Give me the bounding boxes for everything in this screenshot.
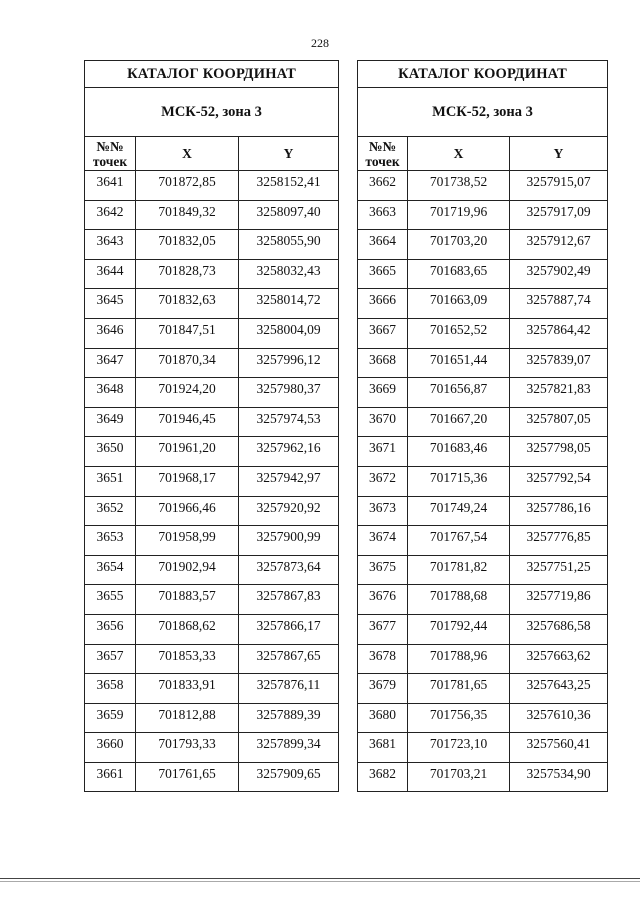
x-coordinate-cell: 701738,52 [408,171,510,201]
table-row [85,437,339,467]
point-number-cell: 3653 [85,526,136,556]
x-coordinate-cell: 701652,52 [408,318,510,348]
x-coordinate-cell: 701703,21 [408,762,510,792]
x-coordinate-cell: 701847,51 [136,318,239,348]
x-coordinate-cell: 701703,20 [408,230,510,260]
point-number-cell: 3649 [85,407,136,437]
table-row [85,614,339,644]
y-coordinate-cell: 3257807,05 [510,407,608,437]
point-number-cell: 3661 [85,762,136,792]
table-row [85,555,339,585]
table-row [358,407,608,437]
table-row [358,762,608,792]
x-coordinate-cell: 701667,20 [408,407,510,437]
y-coordinate-cell: 3257920,92 [239,496,339,526]
catalog-subtitle: МСК-52, зона 3 [85,88,339,137]
point-number-cell: 3642 [85,200,136,230]
table-body-right [358,171,608,792]
point-number-cell: 3659 [85,703,136,733]
footer-rule [0,878,640,879]
table-row [358,348,608,378]
x-coordinate-cell: 701961,20 [136,437,239,467]
point-number-cell: 3660 [85,733,136,763]
table-row [85,466,339,496]
point-number-cell: 3664 [358,230,408,260]
table-row [358,644,608,674]
x-coordinate-cell: 701792,44 [408,614,510,644]
point-number-cell: 3654 [85,555,136,585]
x-coordinate-cell: 701767,54 [408,526,510,556]
page-number: 228 [311,36,329,50]
y-coordinate-cell: 3257866,17 [239,614,339,644]
point-number-cell: 3643 [85,230,136,260]
y-coordinate-cell: 3258152,41 [239,171,339,201]
table-row [358,496,608,526]
table-row [85,378,339,408]
table-row [358,585,608,615]
y-coordinate-cell: 3257663,62 [510,644,608,674]
x-coordinate-cell: 701849,32 [136,200,239,230]
column-header-y: Y [239,137,339,171]
y-coordinate-cell: 3257917,09 [510,200,608,230]
point-number-cell: 3647 [85,348,136,378]
point-number-cell: 3677 [358,614,408,644]
x-coordinate-cell: 701853,33 [136,644,239,674]
y-coordinate-cell: 3257900,99 [239,526,339,556]
x-coordinate-cell: 701788,96 [408,644,510,674]
table-row [85,585,339,615]
table-row [85,644,339,674]
y-coordinate-cell: 3257876,11 [239,674,339,704]
y-coordinate-cell: 3257786,16 [510,496,608,526]
x-coordinate-cell: 701868,62 [136,614,239,644]
column-header-x: X [136,137,239,171]
point-number-cell: 3658 [85,674,136,704]
y-coordinate-cell: 3258055,90 [239,230,339,260]
point-number-cell: 3679 [358,674,408,704]
catalog-title: КАТАЛОГ КООРДИНАТ [85,61,339,88]
x-coordinate-cell: 701761,65 [136,762,239,792]
x-coordinate-cell: 701651,44 [408,348,510,378]
point-number-cell: 3665 [358,259,408,289]
y-coordinate-cell: 3257912,67 [510,230,608,260]
table-row [85,733,339,763]
table-row [85,762,339,792]
table-row [85,348,339,378]
column-header-y: Y [510,137,608,171]
table-row [358,378,608,408]
table-row [358,318,608,348]
x-coordinate-cell: 701719,96 [408,200,510,230]
table-row [358,703,608,733]
point-number-cell: 3655 [85,585,136,615]
x-coordinate-cell: 701781,82 [408,555,510,585]
column-header-x: X [408,137,510,171]
table-row [358,200,608,230]
coordinate-catalog-right [357,60,608,792]
point-number-cell: 3666 [358,289,408,319]
y-coordinate-cell: 3258004,09 [239,318,339,348]
column-header-point-number: №№ точек [85,137,136,171]
x-coordinate-cell: 701966,46 [136,496,239,526]
y-coordinate-cell: 3257873,64 [239,555,339,585]
y-coordinate-cell: 3257909,65 [239,762,339,792]
x-coordinate-cell: 701656,87 [408,378,510,408]
point-number-cell: 3656 [85,614,136,644]
x-coordinate-cell: 701870,34 [136,348,239,378]
x-coordinate-cell: 701883,57 [136,585,239,615]
table-row [85,318,339,348]
x-coordinate-cell: 701832,63 [136,289,239,319]
table-row [85,526,339,556]
x-coordinate-cell: 701872,85 [136,171,239,201]
x-coordinate-cell: 701756,35 [408,703,510,733]
point-number-cell: 3675 [358,555,408,585]
y-coordinate-cell: 3257980,37 [239,378,339,408]
point-number-cell: 3669 [358,378,408,408]
y-coordinate-cell: 3257867,65 [239,644,339,674]
point-number-cell: 3670 [358,407,408,437]
point-number-cell: 3673 [358,496,408,526]
y-coordinate-cell: 3258097,40 [239,200,339,230]
table-body-left [85,171,339,792]
table-row [358,289,608,319]
y-coordinate-cell: 3257889,39 [239,703,339,733]
x-coordinate-cell: 701663,09 [408,289,510,319]
table-row [85,259,339,289]
y-coordinate-cell: 3257839,07 [510,348,608,378]
table-row [85,674,339,704]
x-coordinate-cell: 701715,36 [408,466,510,496]
y-coordinate-cell: 3257887,74 [510,289,608,319]
x-coordinate-cell: 701828,73 [136,259,239,289]
table-row [358,437,608,467]
point-number-cell: 3652 [85,496,136,526]
point-number-cell: 3676 [358,585,408,615]
x-coordinate-cell: 701683,46 [408,437,510,467]
point-number-cell: 3672 [358,466,408,496]
y-coordinate-cell: 3258014,72 [239,289,339,319]
table-row [358,466,608,496]
catalog-subtitle: МСК-52, зона 3 [358,88,608,137]
point-number-cell: 3674 [358,526,408,556]
y-coordinate-cell: 3257915,07 [510,171,608,201]
table-row [85,200,339,230]
y-coordinate-cell: 3257610,36 [510,703,608,733]
point-number-cell: 3668 [358,348,408,378]
y-coordinate-cell: 3257996,12 [239,348,339,378]
point-number-cell: 3681 [358,733,408,763]
y-coordinate-cell: 3257942,97 [239,466,339,496]
x-coordinate-cell: 701781,65 [408,674,510,704]
table-row [85,407,339,437]
x-coordinate-cell: 701832,05 [136,230,239,260]
coordinate-catalog-left [84,60,339,792]
point-number-cell: 3667 [358,318,408,348]
table-row [358,230,608,260]
y-coordinate-cell: 3257776,85 [510,526,608,556]
point-number-cell: 3641 [85,171,136,201]
table-row [358,674,608,704]
y-coordinate-cell: 3257792,54 [510,466,608,496]
footer-rule-secondary [0,881,640,882]
table-row [358,171,608,201]
x-coordinate-cell: 701946,45 [136,407,239,437]
table-row [358,555,608,585]
table-row [358,259,608,289]
x-coordinate-cell: 701788,68 [408,585,510,615]
table-row [358,733,608,763]
x-coordinate-cell: 701924,20 [136,378,239,408]
x-coordinate-cell: 701902,94 [136,555,239,585]
y-coordinate-cell: 3257798,05 [510,437,608,467]
y-coordinate-cell: 3257751,25 [510,555,608,585]
x-coordinate-cell: 701812,88 [136,703,239,733]
table-row [85,171,339,201]
y-coordinate-cell: 3257899,34 [239,733,339,763]
point-number-cell: 3644 [85,259,136,289]
point-number-cell: 3662 [358,171,408,201]
point-number-cell: 3650 [85,437,136,467]
point-number-cell: 3657 [85,644,136,674]
y-coordinate-cell: 3257643,25 [510,674,608,704]
y-coordinate-cell: 3257560,41 [510,733,608,763]
table-row [358,526,608,556]
y-coordinate-cell: 3257962,16 [239,437,339,467]
point-number-cell: 3678 [358,644,408,674]
y-coordinate-cell: 3257864,42 [510,318,608,348]
point-number-cell: 3671 [358,437,408,467]
point-number-cell: 3645 [85,289,136,319]
y-coordinate-cell: 3257534,90 [510,762,608,792]
y-coordinate-cell: 3257902,49 [510,259,608,289]
x-coordinate-cell: 701793,33 [136,733,239,763]
catalog-title: КАТАЛОГ КООРДИНАТ [358,61,608,88]
table-row [85,289,339,319]
point-number-cell: 3651 [85,466,136,496]
y-coordinate-cell: 3257821,83 [510,378,608,408]
point-number-cell: 3646 [85,318,136,348]
point-number-cell: 3682 [358,762,408,792]
x-coordinate-cell: 701968,17 [136,466,239,496]
x-coordinate-cell: 701749,24 [408,496,510,526]
y-coordinate-cell: 3258032,43 [239,259,339,289]
y-coordinate-cell: 3257867,83 [239,585,339,615]
table-row [85,496,339,526]
x-coordinate-cell: 701723,10 [408,733,510,763]
point-number-cell: 3663 [358,200,408,230]
y-coordinate-cell: 3257686,58 [510,614,608,644]
point-number-cell: 3680 [358,703,408,733]
point-number-cell: 3648 [85,378,136,408]
y-coordinate-cell: 3257719,86 [510,585,608,615]
table-row [358,614,608,644]
table-row [85,703,339,733]
column-header-point-number: №№ точек [358,137,408,171]
x-coordinate-cell: 701833,91 [136,674,239,704]
y-coordinate-cell: 3257974,53 [239,407,339,437]
x-coordinate-cell: 701683,65 [408,259,510,289]
x-coordinate-cell: 701958,99 [136,526,239,556]
table-row [85,230,339,260]
